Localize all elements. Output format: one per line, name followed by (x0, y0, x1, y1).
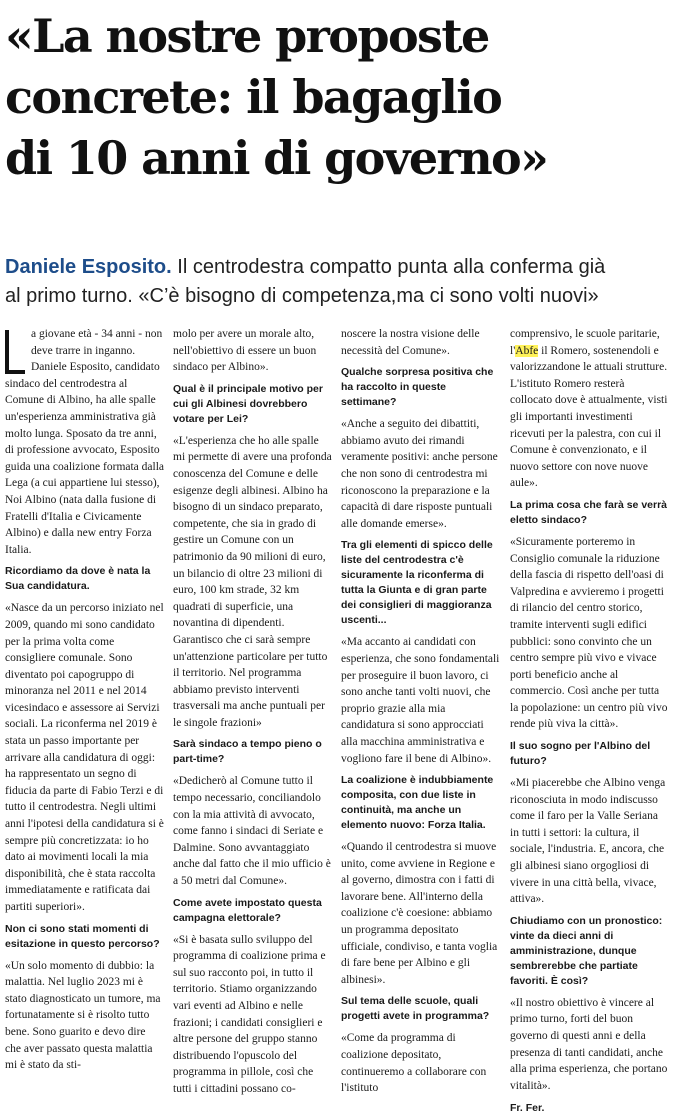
question: Il suo sogno per l'Albino del futuro? (510, 740, 651, 768)
question: Come avete impostato questa campagna elettorale? (173, 896, 322, 924)
answer: «Quando il centrodestra si muove unito, come avviene in Regione e al governo, dimostra con i fatti di lavorare bene. All'interno della coalizione c'è coesione: abbiamo un programma depositato ufficiale, condiviso, e tanta voglia di fare bene per Albino e gli albinesi». (341, 841, 498, 986)
lead-line-2: al primo turno. «C’è bisogno di competenza,ma ci sono volti nuovi» (5, 285, 599, 307)
answer: «Il nostro obiettivo è vincere al primo turno, forti del buon governo di questi anni e della presenza di tanti candidati, anche alla prima esperienza, che portano vitalità». (510, 996, 668, 1092)
signature: Fr. Fer. (510, 1102, 545, 1115)
headline-line-2: concrete: il bagaglio (5, 70, 502, 124)
answer: noscere la nostra visione delle necessità del Comune». (341, 328, 480, 357)
question: Chiudiamo con un pronostico: vinte da dieci anni di amministrazione, dunque sembrerebbe che partiate favoriti. È così? (510, 914, 663, 987)
question: La coalizione è indubbiamente composita, con due liste in continuità, ma anche un elemento nuovo: Forza Italia. (341, 774, 494, 832)
intro-paragraph (5, 326, 164, 558)
question: La prima cosa che farà se verrà eletto sindaco? (510, 498, 668, 526)
answer: «Un solo momento di dubbio: la malattia. Nel luglio 2023 mi è stato diagnosticato un tumore, ma fortunatamente si è risolto tutto bene. Sono guarito e devo dire che aver passato questa malattia mi è stato da sti- (5, 959, 161, 1072)
headline-line-3: di 10 anni di governo» (5, 131, 548, 185)
article-column-2 (173, 326, 332, 1095)
answer-text: comprensivo, le scuole paritarie, l' (510, 328, 660, 357)
highlighted-word: Abfe (515, 344, 539, 357)
lead-line-1 (5, 253, 673, 282)
question: Qualche sorpresa positiva che ha raccolto in queste settimane? (341, 366, 494, 409)
intro-text: a giovane età - 34 anni - non deve trarre in inganno. Daniele Esposito, candidato sindaco del centrodestra al Comune di Albino, ha alle spalle un'esperienza amministrativa già molto lunga. Sposato da tre anni, di professione avvocato, Esposito guida una coalizione formata dalla Lega (a cui appartiene lui stesso), Noi Albino (nata dalla fusione di Fratelli d'Italia e Civicamente Albino) e dalla new entry Forza Italia. (5, 328, 165, 556)
lead-text-1: Il centrodestra compatto punta alla conferma già (177, 256, 606, 278)
article-column-3 (341, 326, 500, 1095)
answer: «Si è basata sullo sviluppo del programma di coalizione prima e sul suo racconto poi, in tutto il territorio. Stiamo organizzando vari eventi ad Albino e nelle frazioni; i candidati consiglieri e altre persone del gruppo stanno distribuendo l'opuscolo del programma in pillole, così che tutti i cittadini possano co- (173, 933, 326, 1095)
question: Sarà sindaco a tempo pieno o part-time? (173, 738, 322, 766)
answer (510, 326, 669, 492)
answer: «Come da programma di coalizione depositato, continueremo a collaborare con l'istituto (341, 1032, 487, 1095)
drop-cap (5, 330, 25, 374)
answer: «Sicuramente porteremo in Consiglio comunale la riduzione della fascia di rispetto dell'oasi di Valpredina e avvieremo i progetti di rilancio del centro storico, tramite interventi sugli edifici pubblici: sono convinto che un centro sempre più vivo e vivace porti beneficio anche al commercio. Così anche per tutta la popolazione: un centro più vivo rende più viva la città». (510, 535, 668, 731)
answer: «L'esperienza che ho alle spalle mi permette di avere una profonda conoscenza del Comune e delle esigenze degli albinesi. Albino ha bisogno di un sindaco preparato, competente, che sia in grado di gestire un Comune con un patrimonio da 90 milioni di euro, un bilancio di oltre 23 milioni di euro, 100 km strade, 32 km quadrati di superficie, una novantina di dipendenti. Garantisco che ci sarà sempre un'attenzione particolare per tutto il territorio. Nel programma abbiamo previsto interventi trasversali ma anche puntuali per le singole frazioni» (173, 434, 332, 729)
answer: «Nasce da un percorso iniziato nel 2009, quando mi sono candidato per la prima volta come consigliere comunale. Sono diventato poi capogruppo di minoranza nel 2011 e nel 2014 vicesindaco e assessore ai Servizi sociali. La riconferma nel 2019 è stata un passo importante per arrivare alla candidatura di oggi: ha rappresentato un segno di fiducia da parte di Fabio Terzi e di tutto il centrodestra. Negli ultimi anni l'ipotesi della candidatura si è sempre più concretizzata: io ho dato ai movimenti locali la mia disponibilità, che è stata raccolta immediatamente e ratificata dai partiti superiori». (5, 602, 164, 913)
answer: «Mi piacerebbe che Albino venga riconosciuta in modo indiscusso come il faro per la Valle Seriana in tutti i settori: la cultura, il sociale, l'industria. E, ancora, che gli albinesi siano orgogliosi di vivere in una città bella, vivace, attiva». (510, 777, 666, 906)
article-column-1 (5, 326, 165, 1072)
answer: «Ma accanto ai candidati con esperienza, che sono fondamentali per proseguire il buon lavoro, ci sono anche tanti volti nuovi, che proprio grazie alla mia candidatura si sono approcciati alla macchina amministrativa e vogliono fare il bene di Albino». (341, 636, 500, 765)
question: Qual è il principale motivo per cui gli Albinesi dovrebbero votare per Lei? (173, 382, 323, 425)
question: Non ci sono stati momenti di esitazione in questo percorso? (5, 922, 160, 950)
headline (5, 6, 675, 189)
answer-text: il Romero, sostenendoli e valorizzandone le attuali strutture. L'istituto Romero resterà collocato dove è attualmente, visti gli importanti investimenti ricevuti per la palestra, con cui il Comune è convenzionato, e il nuovo settore con nove nuove aule». (510, 344, 668, 490)
question: Ricordiamo da dove è nata la Sua candidatura. (5, 565, 151, 593)
question: Tra gli elementi di spicco delle liste del centrodestra c'è sicuramente la riconferma di tutta la Giunta e di gran parte dei consiglieri di maggioranza uscenti... (341, 539, 493, 627)
headline-line-1: «La nostre proposte (5, 9, 489, 63)
article-column-4 (510, 326, 669, 1115)
author-name: Daniele Esposito. (5, 256, 172, 278)
answer: molo per avere un morale alto, nell'obiettivo di essere un buon sindaco per Albino». (173, 328, 317, 374)
answer: «Anche a seguito dei dibattiti, abbiamo avuto dei rimandi veramente positivi: anche persone che non sono di centrodestra mi riconoscono la preparazione e la capacità di dare risposte puntuali alle domande emerse». (341, 418, 498, 530)
lead-paragraph (5, 253, 673, 311)
answer: «Dedicherò al Comune tutto il tempo necessario, conciliandolo con la mia attività di avvocato, come fanno i sindaci di Seriate e Dalmine. Sono avvantaggiato anche dal fatto che il mio ufficio è a 50 metri dal Comune». (173, 775, 331, 888)
question: Sul tema delle scuole, quali progetti avete in programma? (341, 995, 490, 1023)
